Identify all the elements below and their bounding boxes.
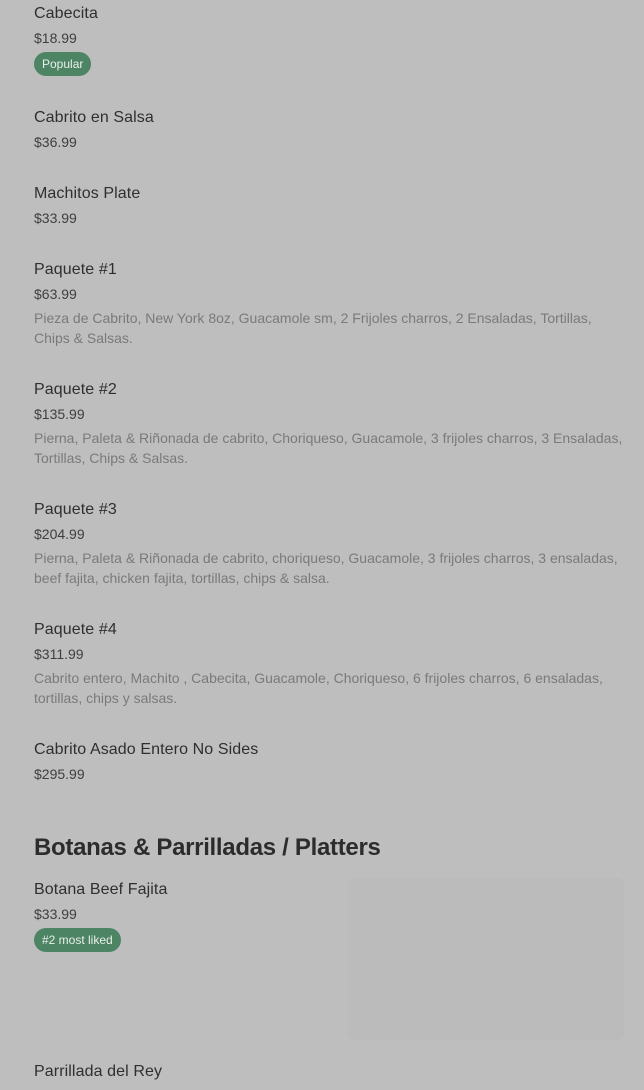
- item-description: Cabrito entero, Machito , Cabecita, Guacamole, Choriqueso, 6 frijoles charros, 6 ensaladas, tortillas, chips y salsas.: [34, 670, 603, 706]
- item-price: $63.99: [34, 286, 77, 302]
- item-description: Pierna, Paleta & Riñonada de cabrito, Choriqueso, Guacamole, 3 frijoles charros, 3 Ensaladas, Tortillas, Chips & Salsas.: [34, 430, 623, 466]
- item-name: Paquete #4: [34, 621, 117, 638]
- menu-item[interactable]: [34, 108, 624, 151]
- item-price: $36.99: [34, 134, 77, 150]
- menu-item[interactable]: [34, 380, 624, 468]
- section-title: Botanas & Parrilladas / Platters: [34, 834, 381, 861]
- item-name: Cabrito en Salsa: [34, 109, 154, 126]
- item-description: Pierna, Paleta & Riñonada de cabrito, choriqueso, Guacamole, 3 frijoles charros, 3 ensaladas, beef fajita, chicken fajita, tortillas, chips & salsa.: [34, 550, 618, 586]
- item-name: Botana Beef Fajita: [34, 881, 168, 898]
- item-price: $18.99: [34, 30, 77, 46]
- menu-item[interactable]: [34, 500, 624, 588]
- menu-item[interactable]: [34, 880, 334, 952]
- popular-badge: Popular: [34, 52, 91, 76]
- item-price: $135.99: [34, 406, 85, 422]
- item-price: $311.99: [34, 646, 84, 662]
- item-price: $33.99: [34, 210, 77, 226]
- menu-item[interactable]: [34, 740, 624, 783]
- item-name: Parrillada del Rey: [34, 1063, 163, 1080]
- most-liked-badge: #2 most liked: [34, 928, 121, 952]
- item-name: Paquete #3: [34, 501, 117, 518]
- item-description: Pieza de Cabrito, New York 8oz, Guacamole sm, 2 Frijoles charros, 2 Ensaladas, Tortillas, Chips & Salsas.: [34, 310, 592, 346]
- item-name: Paquete #2: [34, 381, 117, 398]
- item-name: Cabecita: [34, 5, 98, 22]
- menu-item[interactable]: [34, 620, 624, 708]
- menu-item[interactable]: [34, 4, 624, 76]
- menu-item[interactable]: [34, 1062, 624, 1082]
- menu-item[interactable]: [34, 184, 624, 227]
- item-name: Paquete #1: [34, 261, 117, 278]
- item-price: $204.99: [34, 526, 85, 542]
- item-price: $33.99: [34, 906, 77, 922]
- item-name: Cabrito Asado Entero No Sides: [34, 741, 259, 758]
- item-name: Machitos Plate: [34, 185, 141, 202]
- item-price: $295.99: [34, 766, 85, 782]
- item-image[interactable]: [348, 878, 624, 1040]
- menu-item[interactable]: [34, 260, 624, 348]
